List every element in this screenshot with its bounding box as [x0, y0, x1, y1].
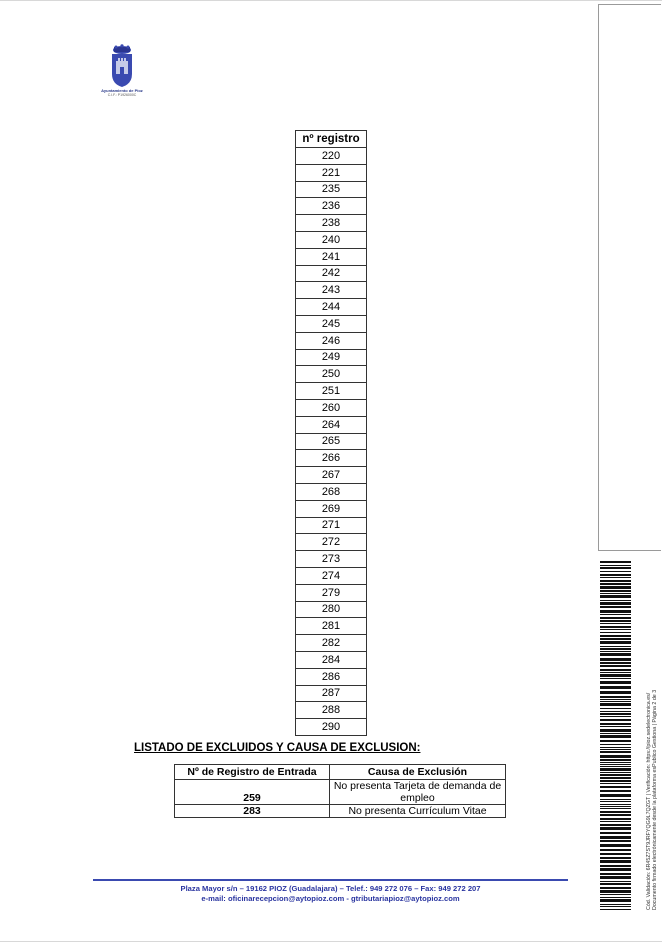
registry-number: 273 [296, 551, 367, 568]
table-row [296, 719, 367, 736]
registry-number: 284 [296, 651, 367, 668]
registry-number: 279 [296, 584, 367, 601]
table-row [296, 551, 367, 568]
logo-name: Ayuntamiento de Pioz [101, 88, 143, 93]
table-row [296, 483, 367, 500]
table-row [296, 584, 367, 601]
table-row [296, 467, 367, 484]
table-row [296, 500, 367, 517]
table-row [296, 231, 367, 248]
footer-address: Plaza Mayor s/n – 19162 PIOZ (Guadalajara) – Telef.: 949 272 076 – Fax: 949 272 207 [180, 884, 481, 893]
excluded-cause: No presenta Currículum Vitae [330, 805, 506, 818]
table-row [296, 635, 367, 652]
table-row [296, 215, 367, 232]
registry-number: 265 [296, 433, 367, 450]
page-top-border [0, 0, 662, 1]
registry-number: 250 [296, 366, 367, 383]
table-row [296, 685, 367, 702]
registry-number: 236 [296, 198, 367, 215]
registry-header: nº registro [296, 131, 367, 148]
table-row [296, 534, 367, 551]
table-row [175, 780, 506, 805]
excluded-number: 259 [175, 780, 330, 805]
table-row [296, 299, 367, 316]
table-row [296, 315, 367, 332]
registry-number: 241 [296, 248, 367, 265]
registry-number: 267 [296, 467, 367, 484]
registry-number: 249 [296, 349, 367, 366]
excluded-cause: No presenta Tarjeta de demanda de empleo [330, 780, 506, 805]
page-bottom-border [0, 941, 662, 942]
registry-number: 244 [296, 299, 367, 316]
logo-cif: C.I.F.: P1926000C [107, 93, 137, 97]
table-row [296, 651, 367, 668]
registry-number: 235 [296, 181, 367, 198]
table-row [296, 198, 367, 215]
table-row [296, 366, 367, 383]
footer-divider [93, 879, 568, 881]
registry-number: 286 [296, 668, 367, 685]
registry-number: 280 [296, 601, 367, 618]
registry-number: 266 [296, 450, 367, 467]
verification-text [646, 550, 659, 910]
registry-number: 271 [296, 517, 367, 534]
table-row [296, 181, 367, 198]
excluded-header-number: Nº de Registro de Entrada [175, 765, 330, 780]
registry-number: 290 [296, 719, 367, 736]
table-row [296, 450, 367, 467]
table-row [296, 567, 367, 584]
registry-number: 264 [296, 416, 367, 433]
table-row [296, 399, 367, 416]
registry-number: 274 [296, 567, 367, 584]
registry-number: 243 [296, 282, 367, 299]
table-row [296, 416, 367, 433]
table-row [296, 383, 367, 400]
table-row [296, 248, 367, 265]
registry-number: 282 [296, 635, 367, 652]
excluded-header-cause: Causa de Exclusión [330, 765, 506, 780]
table-row [296, 517, 367, 534]
table-row [296, 164, 367, 181]
table-row [296, 433, 367, 450]
registry-number: 288 [296, 702, 367, 719]
registry-number: 240 [296, 231, 367, 248]
registry-number: 251 [296, 383, 367, 400]
registry-number: 220 [296, 148, 367, 165]
table-row [296, 349, 367, 366]
registry-number: 238 [296, 215, 367, 232]
registry-number: 268 [296, 483, 367, 500]
footer [93, 884, 568, 904]
municipality-logo [92, 44, 152, 104]
signature-margin-box [598, 4, 661, 551]
table-row [296, 601, 367, 618]
table-row [296, 332, 367, 349]
registry-number: 246 [296, 332, 367, 349]
excluded-list-title: LISTADO DE EXCLUIDOS Y CAUSA DE EXCLUSION: [134, 742, 421, 754]
excluded-number: 283 [175, 805, 330, 818]
table-row [296, 668, 367, 685]
table-row [296, 282, 367, 299]
registry-number: 281 [296, 618, 367, 635]
registry-number: 260 [296, 399, 367, 416]
registry-number: 221 [296, 164, 367, 181]
table-row [296, 148, 367, 165]
registry-table [295, 130, 367, 736]
verification-line-2: Documento firmado electrónicamente desde la plataforma esPublico Gestiona | Página 2 de 3 [652, 689, 659, 910]
table-row [296, 618, 367, 635]
registry-number: 245 [296, 315, 367, 332]
footer-email: e-mail: oficinarecepcion@aytopioz.com - gtributariapioz@aytopioz.com [201, 894, 460, 903]
coat-of-arms-icon [109, 44, 135, 88]
verification-barcode [600, 561, 631, 912]
excluded-table [174, 764, 506, 818]
verification-line-1: Cód. Validación: 6R45Z7ST9JRFYQG9L7QZGT | Verificación: https://pioz.sedelectronica.es/ [646, 692, 652, 910]
table-row [296, 265, 367, 282]
registry-number: 287 [296, 685, 367, 702]
registry-number: 272 [296, 534, 367, 551]
table-row [175, 805, 506, 818]
table-row [296, 702, 367, 719]
registry-number: 269 [296, 500, 367, 517]
registry-number: 242 [296, 265, 367, 282]
